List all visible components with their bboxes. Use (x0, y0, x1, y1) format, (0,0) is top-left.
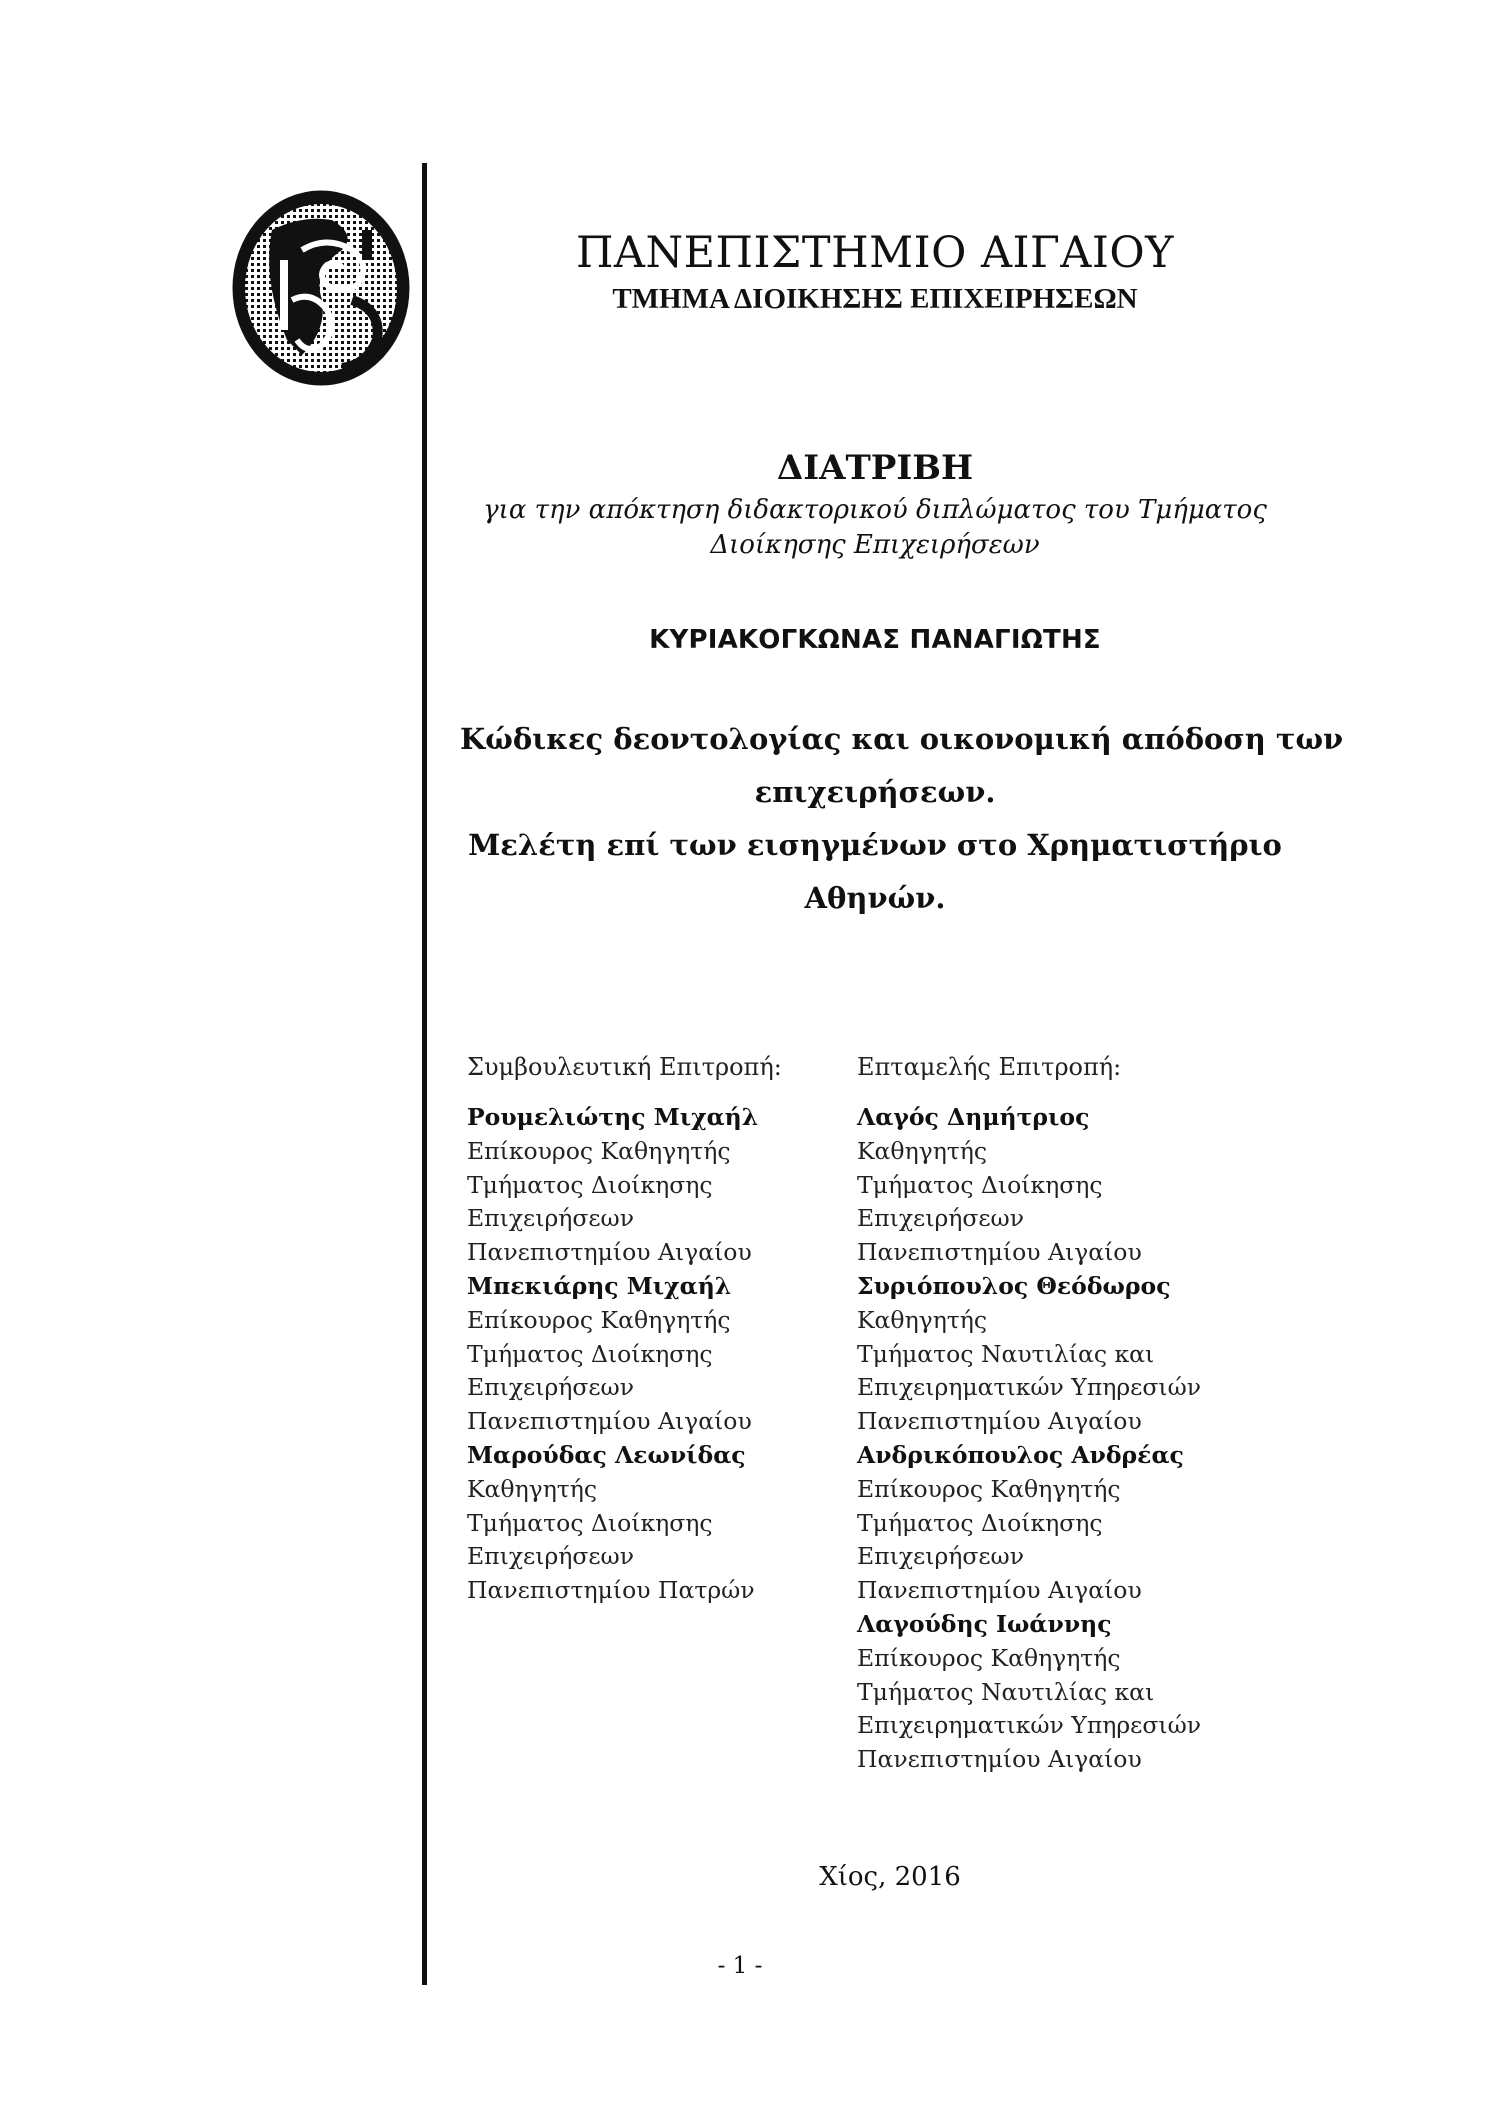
committee-member-detail: Πανεπιστημίου Αιγαίου (857, 1238, 1142, 1267)
thesis-title-line: Μελέτη επί των εισηγμένων στο Χρηματιστήριο (468, 828, 1282, 862)
committee-member-name: Λαγός Δημήτριος (857, 1103, 1090, 1131)
author-name: ΚΥΡΙΑΚΟΓΚΩΝΑΣ ΠΑΝΑΓΙΩΤΗΣ (649, 625, 1101, 655)
committee-member-detail: Τμήματος Ναυτιλίας και (857, 1677, 1155, 1706)
committee-member-detail: Τμήματος Διοίκησης (467, 1170, 713, 1199)
examination-committee (857, 1053, 1257, 1777)
vertical-divider-line (422, 163, 427, 1985)
committee-member-detail: Καθηγητής (857, 1136, 988, 1165)
committee-member-detail: Πανεπιστημίου Αιγαίου (857, 1745, 1142, 1774)
committee-member-detail: Πανεπιστημίου Πατρών (467, 1576, 755, 1605)
committee-member-detail: Επίκουρος Καθηγητής (857, 1474, 1121, 1503)
committee-member-detail: Τμήματος Διοίκησης (857, 1508, 1103, 1537)
committee-member-name: Συριόπουλος Θεόδωρος (857, 1271, 1171, 1300)
committee-member-detail: Καθηγητής (857, 1305, 988, 1334)
page-number: - 1 - (717, 1953, 763, 1979)
thesis-title (460, 713, 1344, 925)
place-and-date: Χίος, 2016 (819, 1862, 961, 1892)
thesis-subtitle-line: Διοίκησης Επιχειρήσεων (710, 530, 1040, 560)
committee-member-detail: Τμήματος Διοίκησης (857, 1170, 1103, 1199)
committee-member-detail: Επίκουρος Καθηγητής (467, 1136, 731, 1165)
university-name: ΠΑΝΕΠΙΣΤΗΜΙΟ ΑΙΓΑΙΟΥ (575, 228, 1175, 278)
committee-member-detail: Επιχειρήσεων (857, 1204, 1025, 1233)
university-of-aegean-seal-icon (232, 190, 410, 386)
committee-member-detail: Επιχειρηματικών Υπηρεσιών (857, 1711, 1202, 1740)
committee-member-detail: Πανεπιστημίου Αιγαίου (467, 1407, 752, 1436)
thesis-title-line: Κώδικες δεοντολογίας και οικονομική απόδοση των (460, 722, 1344, 756)
thesis-type: ΔΙΑΤΡΙΒΗ (776, 448, 974, 488)
committee-member-name: Ανδρικόπουλος Ανδρέας (857, 1440, 1184, 1469)
committee-member-detail: Πανεπιστημίου Αιγαίου (467, 1238, 752, 1267)
committee-member-detail: Πανεπιστημίου Αιγαίου (857, 1576, 1142, 1605)
thesis-subtitle (460, 493, 1290, 563)
advisory-committee (467, 1053, 827, 1608)
committee-member-detail: Επιχειρήσεων (857, 1542, 1025, 1571)
committee-member-name: Ρουμελιώτης Μιχαήλ (467, 1103, 759, 1131)
committee-member-detail: Επιχειρήσεων (467, 1542, 635, 1571)
thesis-title-line: Αθηνών. (804, 881, 946, 915)
committee-member-name: Λαγούδης Ιωάννης (857, 1609, 1112, 1638)
examination-committee-heading: Επταμελής Επιτροπή: (857, 1053, 1122, 1081)
committee-member-name: Μαρούδας Λεωνίδας (467, 1440, 746, 1469)
committee-member-detail: Καθηγητής (467, 1474, 598, 1503)
advisory-committee-heading: Συμβουλευτική Επιτροπή: (467, 1053, 782, 1081)
department-name: ΤΜΗΜΑ ΔΙΟΙΚΗΣΗΣ ΕΠΙΧΕΙΡΗΣΕΩΝ (612, 283, 1138, 315)
committee-member-detail: Επίκουρος Καθηγητής (857, 1643, 1121, 1672)
committee-member-detail: Πανεπιστημίου Αιγαίου (857, 1407, 1142, 1436)
committee-member-detail: Τμήματος Διοίκησης (467, 1508, 713, 1537)
committee-member-detail: Τμήματος Διοίκησης (467, 1339, 713, 1368)
committee-member-detail: Επιχειρήσεων (467, 1204, 635, 1233)
committee-member-detail: Επιχειρηματικών Υπηρεσιών (857, 1373, 1202, 1402)
committee-member-detail: Επίκουρος Καθηγητής (467, 1305, 731, 1334)
thesis-title-line: επιχειρήσεων. (754, 775, 996, 809)
committee-member-name: Μπεκιάρης Μιχαήλ (467, 1271, 732, 1300)
committee-member-detail: Τμήματος Ναυτιλίας και (857, 1339, 1155, 1368)
committee-member-detail: Επιχειρήσεων (467, 1373, 635, 1402)
thesis-subtitle-line: για την απόκτηση διδακτορικού διπλώματος του Τμήματος (483, 495, 1267, 525)
